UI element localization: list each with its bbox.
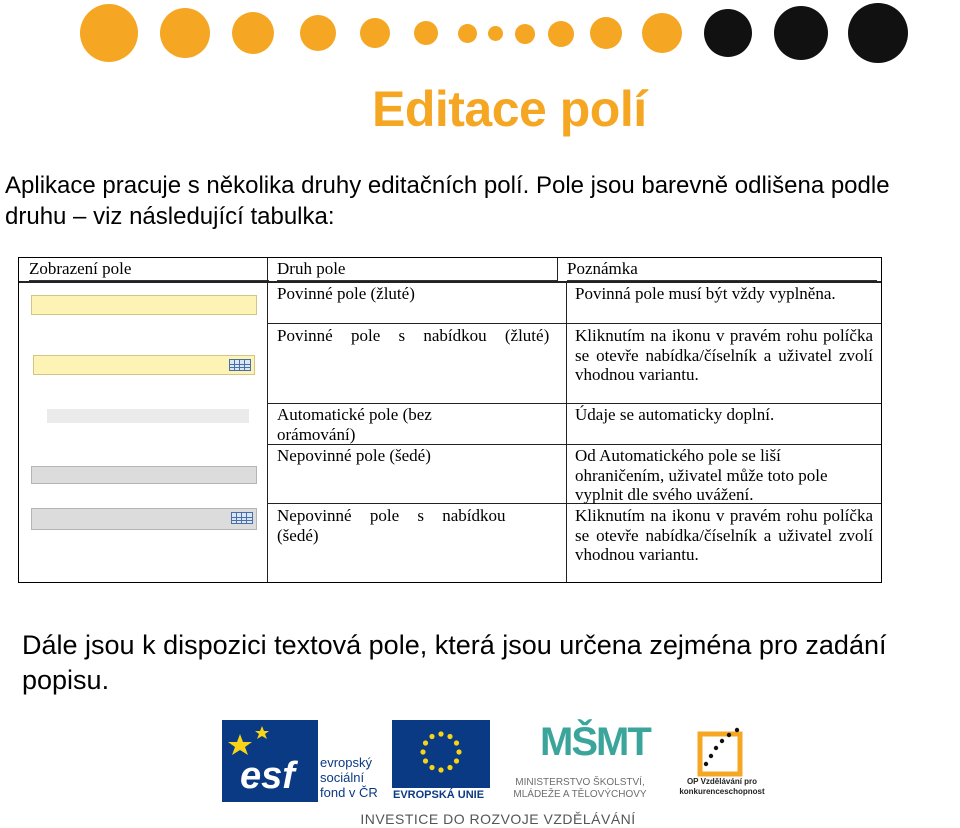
table-cell-druh: Povinné pole (žluté) bbox=[277, 284, 415, 303]
outro-text: Dále jsou k dispozici textová pole, která jsou určena zejména pro zadání popisu. bbox=[22, 630, 887, 695]
row-divider bbox=[267, 323, 881, 324]
table-cell-poznamka: Kliknutím na ikonu v pravém rohu políčka se otevře nabídka/číselník a uživatel zvolí vhodnou variantu. bbox=[575, 506, 873, 564]
field-sample-yellow bbox=[31, 295, 257, 315]
table-cell-poznamka: Povinná pole musí být vždy vyplněna. bbox=[575, 284, 836, 303]
field-types-table bbox=[18, 257, 882, 583]
header-divider bbox=[19, 281, 881, 283]
op-vk-logo bbox=[690, 720, 750, 780]
table-header-poznamka: Poznámka bbox=[567, 258, 877, 282]
col-divider bbox=[267, 258, 268, 582]
dot-orange bbox=[458, 24, 477, 43]
table-cell-druh: Povinné pole s nabídkou (žluté) bbox=[277, 326, 550, 345]
table-header-display: Zobrazení pole bbox=[29, 258, 269, 282]
calendar-icon bbox=[229, 359, 251, 371]
dot-dark bbox=[774, 6, 828, 60]
dot-orange bbox=[414, 21, 438, 45]
dot-orange bbox=[548, 21, 574, 47]
dot-orange bbox=[232, 12, 274, 54]
eu-label: EVROPSKÁ UNIE bbox=[393, 789, 485, 801]
table-cell-poznamka: Kliknutím na ikonu v pravém rohu políčka se otevře nabídka/číselník a uživatel zvolí vhodnou variantu. bbox=[575, 326, 873, 384]
table-header-druh: Druh pole bbox=[277, 258, 557, 282]
dot-orange bbox=[590, 17, 622, 49]
intro-text: Aplikace pracuje s několika druhy editačních polí. Pole jsou barevně odlišena podle druhu – viz následující tabulka: bbox=[5, 172, 890, 230]
dot-orange bbox=[360, 18, 390, 48]
eu-flag bbox=[392, 720, 490, 788]
table-cell-poznamka: Od Automatického pole se liší ohraničením, uživatel může toto pole vyplnit dle svého uvážení. bbox=[575, 446, 828, 504]
dot-orange bbox=[642, 13, 682, 53]
msmt-logo: MŠMT bbox=[540, 720, 650, 764]
msmt-caption: MINISTERSTVO ŠKOLSTVÍ, MLÁDEŽE A TĚLOVÝCHOVY bbox=[513, 777, 647, 800]
esf-caption: evropský sociální fond v ČR bbox=[320, 755, 378, 800]
table-cell-druh: Automatické pole (bez orámování) bbox=[277, 405, 432, 444]
dot-orange bbox=[488, 26, 503, 41]
dot-orange bbox=[300, 15, 336, 51]
slide-title: Editace polí bbox=[372, 81, 647, 137]
row-divider bbox=[267, 444, 881, 445]
table-cell-druh: Nepovinné pole (šedé) bbox=[277, 446, 431, 465]
op-caption: OP Vzdělávání pro konkurenceschopnost bbox=[679, 777, 765, 796]
calendar-icon bbox=[231, 512, 253, 524]
dot-dark bbox=[704, 9, 752, 57]
dot-orange bbox=[515, 24, 535, 44]
dot-orange bbox=[80, 4, 138, 62]
investice-caption: INVESTICE DO ROZVOJE VZDĚLÁVÁNÍ bbox=[360, 811, 636, 827]
row-divider bbox=[267, 403, 881, 404]
dot-orange bbox=[160, 8, 210, 58]
dot-dark bbox=[848, 3, 908, 63]
field-sample-yellow-picker bbox=[33, 355, 255, 375]
table-cell-druh: Nepovinné pole s nabídkou (šedé) bbox=[277, 506, 506, 545]
field-sample-grey-picker bbox=[31, 508, 257, 530]
table-cell-poznamka: Údaje se automaticky doplní. bbox=[575, 405, 775, 424]
field-sample-plain bbox=[47, 409, 249, 423]
col-divider bbox=[557, 258, 558, 282]
footer-logos bbox=[0, 715, 960, 828]
col-divider bbox=[566, 282, 567, 582]
esf-wordmark: esf bbox=[240, 755, 295, 797]
field-sample-grey bbox=[31, 466, 257, 484]
